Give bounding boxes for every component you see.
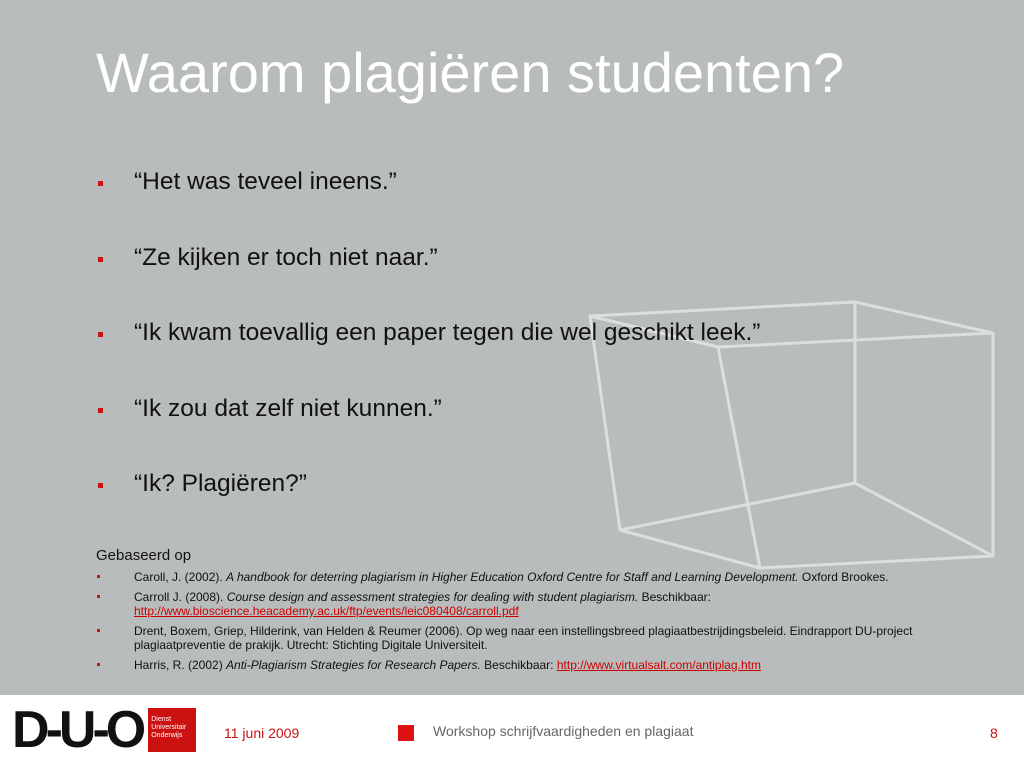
reference-text: Drent, Boxem, Griep, Hilderink, van Helden & Reumer (2006). Op weg naar een instellingsbreed plagiaatbestrijdingsbeleid. Eindrapport DU-project plagiaatpreventie de prakijk. Utrecht: Stichting Digitale Universiteit. [134,623,913,652]
reference-item [96,590,936,619]
sources-heading: Gebaseerd op [96,547,192,564]
bullet-text: “Ik kwam toevallig een paper tegen die wel geschikt leek.” [134,319,761,346]
reference-title: Course design and assessment strategies for dealing with student plagiarism. [226,589,639,604]
reference-item [96,658,936,673]
reference-title: A handbook for deterring plagiarism in Higher Education Oxford Centre for Staff and Learning Development. [226,570,799,584]
logo-box-line: Dienst [151,716,172,723]
logo-letter: O [105,701,143,759]
reference-link[interactable]: http://www.bioscience.heacademy.ac.uk/ftp/events/leic080408/carroll.pdf [134,604,519,618]
reference-list [96,570,936,677]
logo-letter: D [12,701,46,759]
red-square-bullet-icon [98,408,103,413]
reference-text: Carroll J. (2008). [134,589,227,604]
bullet-list [96,168,760,546]
logo-letter: U [58,701,93,759]
red-square-bullet-icon [98,181,103,186]
reference-text: Beschikbaar: [638,589,711,604]
logo-box-line: Universitair [151,724,187,731]
footer-date: 11 juni 2009 [224,725,300,741]
bullet-item [96,395,760,471]
logo-dash: - [92,701,106,759]
bullet-text: “Ik zou dat zelf niet kunnen.” [134,394,442,422]
bullet-text: “Ze kijken er toch niet naar.” [134,243,438,271]
bullet-item [96,319,760,395]
reference-text: Beschikbaar: [480,657,557,672]
red-square-icon [398,725,414,741]
red-square-bullet-icon [98,332,103,337]
bullet-text: “Het was teveel ineens.” [134,168,397,195]
reference-text: Harris, R. (2002) [134,657,227,672]
logo-box-line: Onderwijs [151,732,183,739]
reference-link[interactable]: http://www.virtualsalt.com/antiplag.htm [556,657,761,672]
bullet-item [96,470,760,546]
logo-dash: - [45,701,59,759]
page-number: 8 [990,725,998,741]
reference-title: Anti-Plagiarism Strategies for Research Papers. [226,657,481,672]
red-square-bullet-icon [98,257,103,262]
reference-text: Caroll, J. (2002). [134,570,227,584]
duo-logo [12,701,196,759]
footer [0,695,1024,768]
red-dot-bullet-icon [97,595,100,598]
bullet-text: “Ik? Plagiëren?” [134,470,307,497]
bullet-item [96,244,760,320]
bullet-item [96,168,760,244]
logo-box [148,708,196,752]
footer-title: Workshop schrijfvaardigheden en plagiaat [433,723,694,739]
reference-item [96,570,936,585]
red-dot-bullet-icon [97,663,100,666]
slide-title: Waarom plagiëren studenten? [96,41,845,104]
red-dot-bullet-icon [97,629,100,632]
reference-item [96,624,936,653]
reference-text: Oxford Brookes. [798,570,889,584]
red-dot-bullet-icon [97,575,100,578]
red-square-bullet-icon [98,483,103,488]
